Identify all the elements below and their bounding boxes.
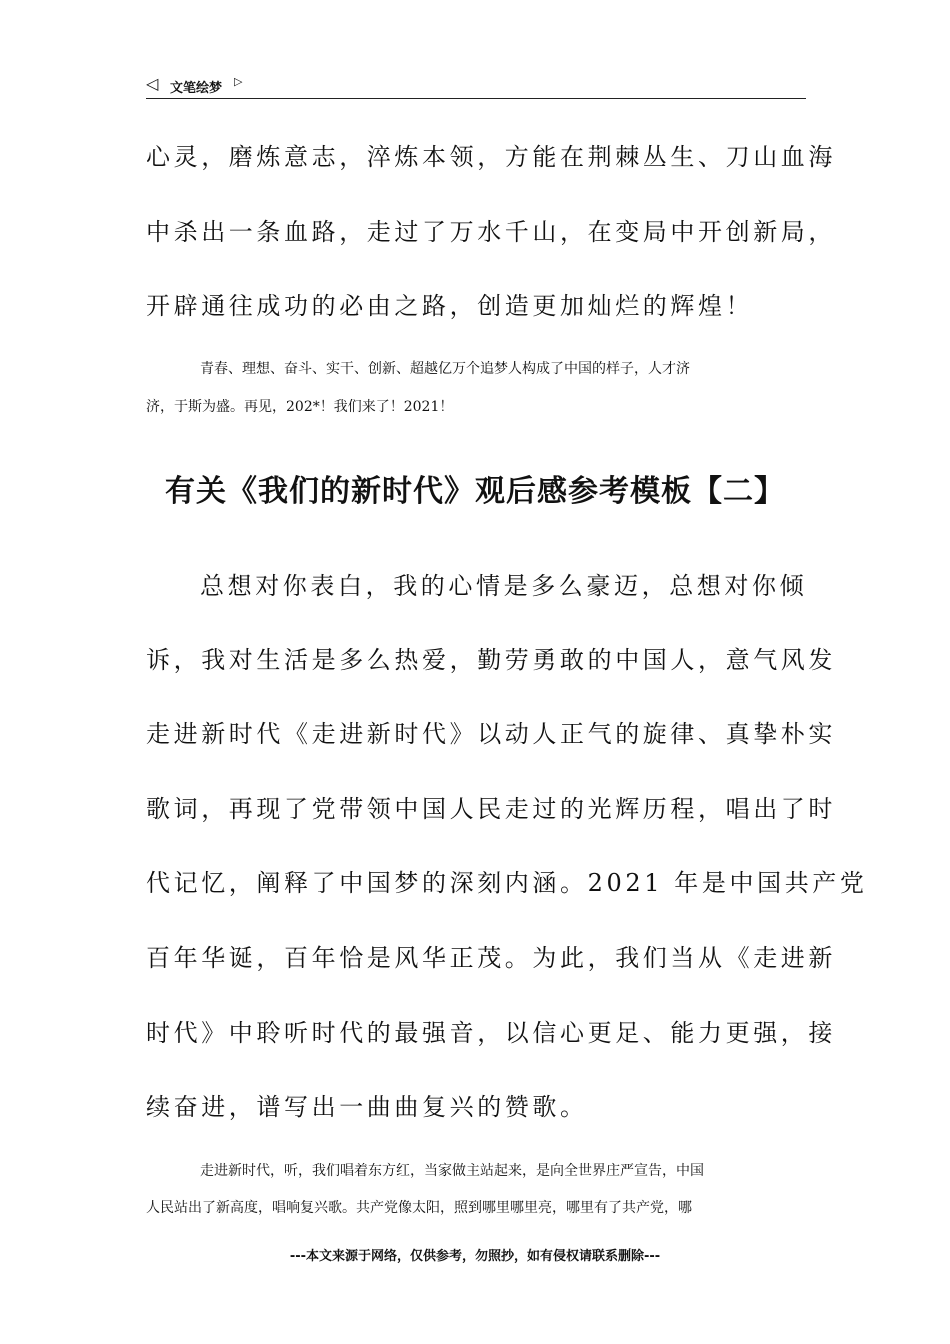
triangle-right-icon: ▷ <box>234 75 243 88</box>
triangle-left-icon: ◁ <box>146 74 159 93</box>
body-line: 时代》中聆听时代的最强音，以信心更足、能力更强，接 <box>146 1019 836 1047</box>
body-line: 百年华诞，百年恰是风华正茂。为此，我们当从《走进新 <box>146 944 836 972</box>
page-header <box>146 74 806 99</box>
body-line: 诉，我对生活是多么热爱，勤劳勇敢的中国人，意气风发 <box>146 646 836 674</box>
header-brand: 文笔绘梦 <box>170 81 223 96</box>
body-line: 总想对你表白，我的心情是多么豪迈，总想对你倾 <box>200 572 808 600</box>
section-title: 有关《我们的新时代》观后感参考模板【二】 <box>165 474 785 509</box>
small-paragraph-line: 人民站出了新高度，唱响复兴歌。共产党像太阳，照到哪里哪里亮，哪里有了共产党，哪 <box>146 1200 692 1216</box>
small-paragraph-line: 济，于斯为盛。再见，202*！我们来了！2021！ <box>146 399 454 415</box>
body-line: 走进新时代《走进新时代》以动人正气的旋律、真挚朴实 <box>146 720 836 748</box>
body-line: 开辟通往成功的必由之路，创造更加灿烂的辉煌！ <box>146 292 754 320</box>
body-line: 续奋进，谱写出一曲曲复兴的赞歌。 <box>146 1093 588 1121</box>
page-footer: ---本文来源于网络，仅供参考，勿照抄，如有侵权请联系删除--- <box>289 1249 661 1264</box>
small-paragraph-line: 青春、理想、奋斗、实干、创新、超越亿万个追梦人构成了中国的样子，人才济 <box>200 361 690 377</box>
body-line: 代记忆，阐释了中国梦的深刻内涵。2021 年是中国共产党 <box>146 869 868 897</box>
body-line: 中杀出一条血路，走过了万水千山，在变局中开创新局， <box>146 218 836 246</box>
body-line: 心灵，磨炼意志，淬炼本领，方能在荆棘丛生、刀山血海 <box>146 143 836 171</box>
body-line: 歌词，再现了党带领中国人民走过的光辉历程，唱出了时 <box>146 795 836 823</box>
small-paragraph-line: 走进新时代，听，我们唱着东方红，当家做主站起来，是向全世界庄严宣告，中国 <box>200 1163 704 1179</box>
